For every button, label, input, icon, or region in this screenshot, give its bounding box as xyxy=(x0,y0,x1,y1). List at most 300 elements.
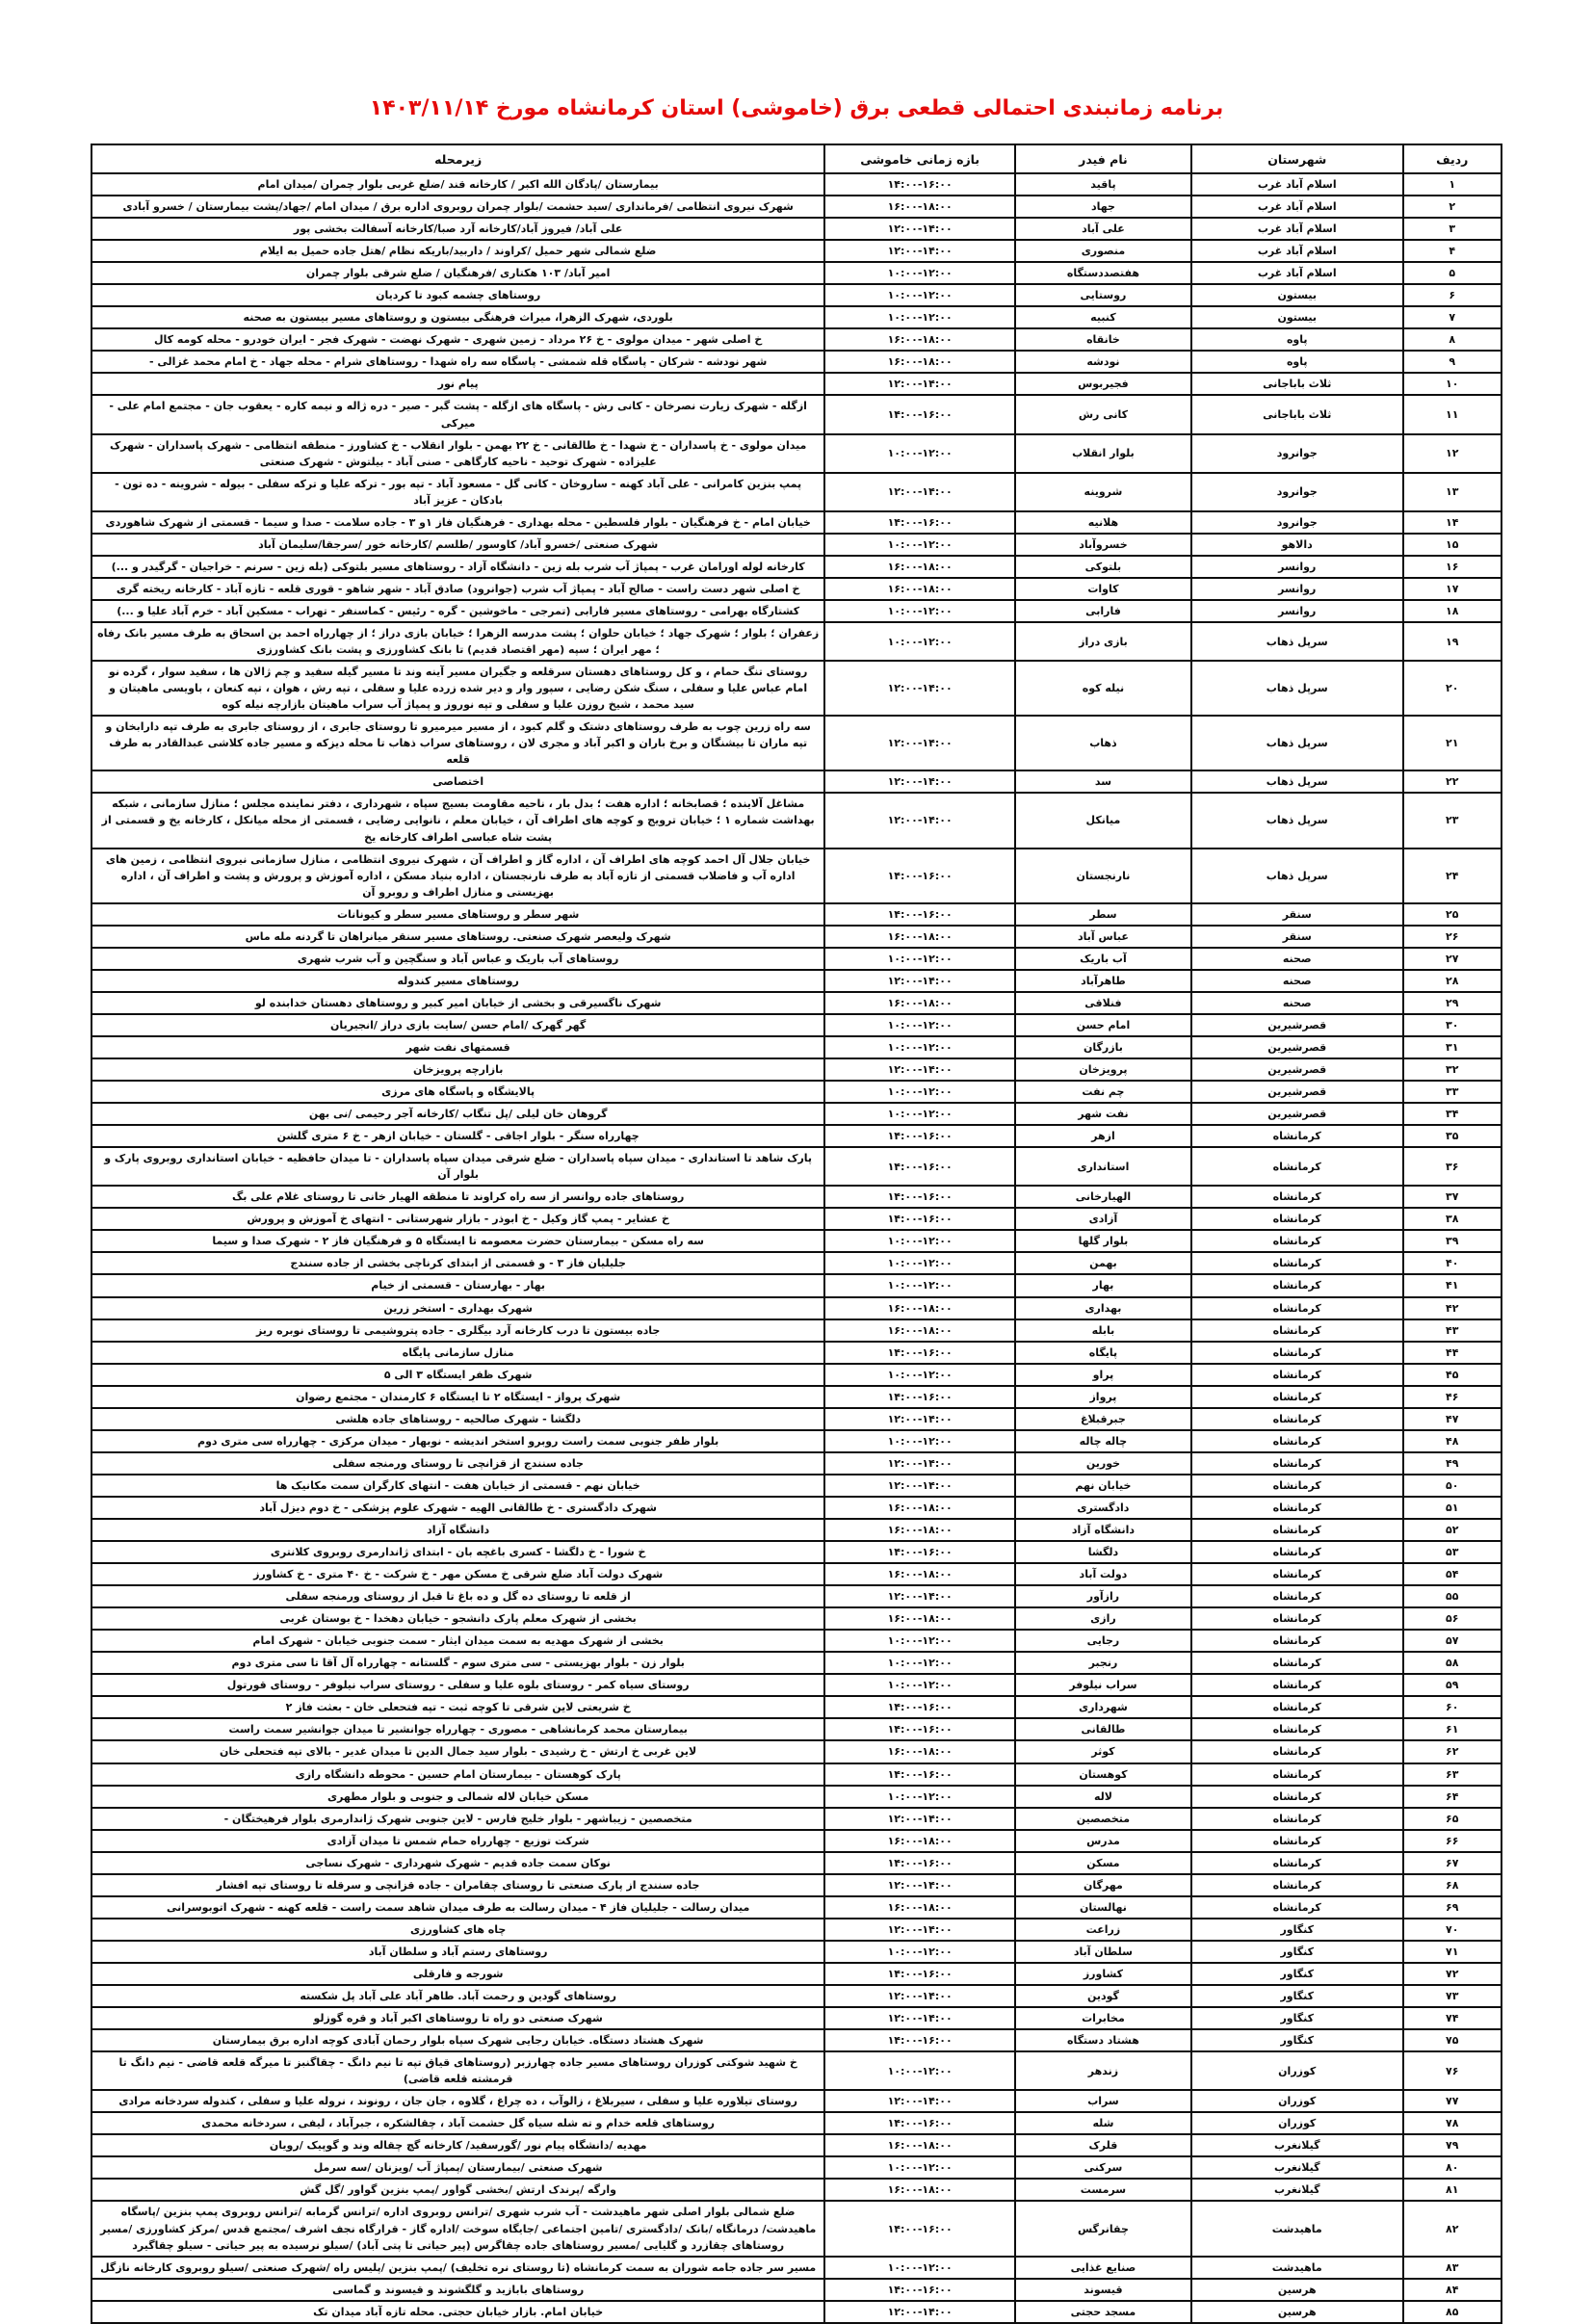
row-number-cell: ۴۲ xyxy=(1403,1297,1502,1319)
feeder-cell: ذهاب xyxy=(1015,716,1191,770)
time-window-cell: ۱۰:۰۰-۱۲:۰۰ xyxy=(824,948,1015,970)
row-number-cell: ۲۳ xyxy=(1403,793,1502,848)
feeder-cell: بهار xyxy=(1015,1274,1191,1296)
time-window-cell: ۱۲:۰۰-۱۴:۰۰ xyxy=(824,1808,1015,1830)
county-cell: قصرشیرین xyxy=(1191,1036,1403,1058)
feeder-cell: گودین xyxy=(1015,1985,1191,2007)
table-row xyxy=(91,1941,1502,1963)
time-window-cell: ۱۴:۰۰-۱۶:۰۰ xyxy=(824,1963,1015,1985)
table-row xyxy=(91,1319,1502,1342)
sub-area-cell: مسکن خیابان لاله شمالی و جنوبی و بلوار مطهری xyxy=(91,1786,824,1808)
table-row xyxy=(91,578,1502,600)
time-window-cell: ۱۲:۰۰-۱۴:۰۰ xyxy=(824,2090,1015,2112)
table-row xyxy=(91,2112,1502,2134)
county-cell: قصرشیرین xyxy=(1191,1081,1403,1103)
table-row xyxy=(91,1125,1502,1147)
sub-area-cell: مشاغل آلاینده ؛ قصابخانه ؛ اداره هفت ؛ بدل بار ، ناحیه مقاومت بسیج سپاه ، شهرداری ، دفتر نماینده مجلس ؛ منازل سازمانی ، شبکه بهداشت شماره ۱ ؛ خیابان ترویج و کوچه های اطراف آن ، خیابان معلم ، نانوایی رضایی ، قسمتی از محله میانکل ، کارخانه یخ و قسمتی از پشت شاه عباسی اطراف کارخانه یخ xyxy=(91,793,824,848)
row-number-cell: ۷۰ xyxy=(1403,1919,1502,1941)
county-cell: کرمانشاه xyxy=(1191,1319,1403,1342)
county-cell: روانسر xyxy=(1191,600,1403,622)
row-number-cell: ۱۲ xyxy=(1403,434,1502,473)
county-cell: ثلاث باباجانی xyxy=(1191,373,1403,395)
row-number-cell: ۴۱ xyxy=(1403,1274,1502,1296)
table-row xyxy=(91,173,1502,196)
feeder-cell: نهالستان xyxy=(1015,1896,1191,1919)
time-window-cell: ۱۴:۰۰-۱۶:۰۰ xyxy=(824,1852,1015,1874)
row-number-cell: ۵۳ xyxy=(1403,1541,1502,1563)
feeder-cell: میانکل xyxy=(1015,793,1191,848)
sub-area-cell: شهرک نیروی انتظامی /فرمانداری /سید حشمت /بلوار چمران روبروی اداره برق / میدان امام /جهاد/پشت بیمارستان / خسرو آبادی xyxy=(91,196,824,218)
row-number-cell: ۳ xyxy=(1403,218,1502,240)
feeder-cell: چقانرگس xyxy=(1015,2201,1191,2256)
county-cell: کرمانشاه xyxy=(1191,1763,1403,1786)
feeder-cell: بازرگان xyxy=(1015,1036,1191,1058)
sub-area-cell: روستاهای قلعه خدام و ته شله سیاه گل حشمت آباد ، چقالشکره ، جبرآباد ، لیفی ، سردخانه محمدی xyxy=(91,2112,824,2134)
feeder-cell: آب باریک xyxy=(1015,948,1191,970)
county-cell: پاوه xyxy=(1191,351,1403,373)
time-window-cell: ۱۲:۰۰-۱۴:۰۰ xyxy=(824,1058,1015,1081)
sub-area-cell: ضلع شمالی شهر حمیل /کراوند / داربید/باریکه نظام /هتل جاده حمیل به ایلام xyxy=(91,240,824,262)
table-row xyxy=(91,1985,1502,2007)
sub-area-cell: شهر نودشه - شرکان - پاسگاه قله شمشی - پاسگاه سه راه شهدا - روستاهای شرام - محله جهاد - خ امام محمد غزالی - xyxy=(91,351,824,373)
sub-area-cell: شهرک صنعتی /بیمارستان /پمپاژ آب /ویزنان /سه سرمل xyxy=(91,2156,824,2179)
sub-area-cell: شهر سطر و روستاهای مسیر سطر و کیونانات xyxy=(91,903,824,926)
time-window-cell: ۱۲:۰۰-۱۴:۰۰ xyxy=(824,661,1015,716)
table-row xyxy=(91,622,1502,661)
county-cell: کرمانشاه xyxy=(1191,1630,1403,1652)
sub-area-cell: پمپ بنزین کامرانی - علی آباد کهنه - ساروخان - کانی گل - مسعود آباد - تپه بور - ترکه علیا و ترکه سفلی - بیوله - شروینه - ده تون - بادکان - عزیز آباد xyxy=(91,473,824,511)
county-cell: قصرشیرین xyxy=(1191,1103,1403,1125)
sub-area-cell: میدان رسالت - جلیلیان فاز ۴ - میدان رسالت به طرف میدان شاهد سمت راست - قلعه کهنه - شهرک اتوبوسرانی xyxy=(91,1896,824,1919)
feeder-cell: جهاد xyxy=(1015,196,1191,218)
sub-area-cell: بلوار ظفر جنوبی سمت راست روبرو استخر اندیشه - نوبهار - میدان مرکزی - چهارراه سی متری دوم xyxy=(91,1430,824,1452)
row-number-cell: ۹ xyxy=(1403,351,1502,373)
table-row xyxy=(91,2179,1502,2201)
table-row xyxy=(91,1696,1502,1718)
county-cell: کرمانشاه xyxy=(1191,1718,1403,1740)
sub-area-cell: وارگه /پرندک ارتش /بخشی گواور /پمپ بنزین گواور /گل گش xyxy=(91,2179,824,2201)
feeder-cell: سرمست xyxy=(1015,2179,1191,2201)
county-cell: کرمانشاه xyxy=(1191,1541,1403,1563)
time-window-cell: ۱۴:۰۰-۱۶:۰۰ xyxy=(824,1763,1015,1786)
county-cell: کرمانشاه xyxy=(1191,1563,1403,1585)
county-cell: سرپل ذهاب xyxy=(1191,622,1403,661)
row-number-cell: ۵۷ xyxy=(1403,1630,1502,1652)
time-window-cell: ۱۶:۰۰-۱۸:۰۰ xyxy=(824,196,1015,218)
time-window-cell: ۱۲:۰۰-۱۴:۰۰ xyxy=(824,970,1015,992)
table-row xyxy=(91,1585,1502,1607)
row-number-cell: ۱۵ xyxy=(1403,534,1502,556)
feeder-cell: فجیربوس xyxy=(1015,373,1191,395)
table-row xyxy=(91,2279,1502,2301)
row-number-cell: ۲۵ xyxy=(1403,903,1502,926)
county-cell: کرمانشاه xyxy=(1191,1674,1403,1696)
table-row xyxy=(91,1786,1502,1808)
sub-area-cell: کشتارگاه بهرامی - روستاهای مسیر فارابی (تمرجی - ماخوشین - گره - رئیس - کماسنفر - تهراب - مسکین آباد - خرم آباد علیا و ...) xyxy=(91,600,824,622)
table-row xyxy=(91,1364,1502,1386)
sub-area-cell: بیمارستان محمد کرمانشاهی - مصوری - چهارراه جوانشیر تا میدان جوانشیر سمت راست xyxy=(91,1718,824,1740)
sub-area-cell: خ شریعتی لاین شرقی تا کوچه ثبت - تپه فتحعلی خان - بعثت فاز ۲ xyxy=(91,1696,824,1718)
county-cell: اسلام آباد غرب xyxy=(1191,240,1403,262)
table-row xyxy=(91,351,1502,373)
feeder-cell: مسکن xyxy=(1015,1852,1191,1874)
time-window-cell: ۱۲:۰۰-۱۴:۰۰ xyxy=(824,1475,1015,1497)
county-cell: روانسر xyxy=(1191,578,1403,600)
feeder-cell: دلگشا xyxy=(1015,1541,1191,1563)
sub-area-cell: بلوردی، شهرک الزهرا، میراث فرهنگی بیستون و روستاهای مسیر بیستون به صحنه xyxy=(91,306,824,328)
table-row xyxy=(91,306,1502,328)
time-window-cell: ۱۰:۰۰-۱۲:۰۰ xyxy=(824,284,1015,306)
county-cell: کرمانشاه xyxy=(1191,1386,1403,1408)
sub-area-cell: روستاهای آب باریک و عباس آباد و سنگچین و آب شرب شهری xyxy=(91,948,824,970)
feeder-cell: کوهستان xyxy=(1015,1763,1191,1786)
sub-area-cell: روستای تنگ حمام ، و کل روستاهای دهستان سرقلعه و جگیران مسیر آینه وند تا مسیر گیله سفید و چم ژالان ها ، سفید سوار ، گرده نو امام عباس علیا و سفلی ، سنگ شکن رضایی ، سپور وار و دیر شده زرده علیا و سفلی ، تپه رش ، هوان ، تپه کنعان ، باویسی ماهیتان و سید محمد ، شیخ روزن علیا و سفلی و تپه نوروز و پمپاژ آب سراب ماهیتان بازارچه نیله کوه xyxy=(91,661,824,716)
table-row xyxy=(91,992,1502,1014)
row-number-cell: ۲۸ xyxy=(1403,970,1502,992)
row-number-cell: ۵۲ xyxy=(1403,1519,1502,1541)
sub-area-cell: دلگشا - شهرک صالحیه - روستاهای جاده هلشی xyxy=(91,1408,824,1430)
feeder-cell: پرویزخان xyxy=(1015,1058,1191,1081)
feeder-cell: سراب نیلوفر xyxy=(1015,1674,1191,1696)
table-row xyxy=(91,1147,1502,1186)
county-cell: کنگاور xyxy=(1191,1941,1403,1963)
sub-area-cell: ضلع شمالی بلوار اصلی شهر ماهیدشت - آب شرب شهری /ترانس روبروی اداره /ترانس گرمابه /ترانس روبروی پمپ بنزین /پاسگاه ماهیدشت/ درمانگاه /بانک /دادگستری /تامین اجتماعی /جایگاه سوخت /اداره گاز - قرارگاه نجف اشرف /مجتمع قدس /مرکز کشاورزی /مسیر روستاهای چقازرد و گلیایی /مسیر روستاهای جاده چقاگرس (پیر حیاتی تا پتی آباد) /سیلو نرسیده به پیر حیاتی - سیلو چقاگیرد xyxy=(91,2201,824,2256)
county-cell: اسلام آباد غرب xyxy=(1191,196,1403,218)
row-number-cell: ۳۵ xyxy=(1403,1125,1502,1147)
county-cell: بیستون xyxy=(1191,306,1403,328)
row-number-cell: ۴۰ xyxy=(1403,1252,1502,1274)
sub-area-cell: بخشی از شهرک معلم پارک دانشجو - خیابان دهخدا - خ بوستان غربی xyxy=(91,1607,824,1630)
row-number-cell: ۷۶ xyxy=(1403,2051,1502,2090)
time-window-cell: ۱۲:۰۰-۱۴:۰۰ xyxy=(824,770,1015,793)
sub-area-cell: بلوار زن - بلوار بهزیستی - سی متری سوم - گلستانه - چهارراه آل آقا تا سی متری دوم xyxy=(91,1652,824,1674)
time-window-cell: ۱۰:۰۰-۱۲:۰۰ xyxy=(824,1081,1015,1103)
table-row xyxy=(91,1896,1502,1919)
feeder-cell: هفتصددستگاه xyxy=(1015,262,1191,284)
county-cell: گیلانغرب xyxy=(1191,2134,1403,2156)
feeder-cell: جبرقبلاغ xyxy=(1015,1408,1191,1430)
table-row xyxy=(91,240,1502,262)
row-number-cell: ۲۲ xyxy=(1403,770,1502,793)
time-window-cell: ۱۴:۰۰-۱۶:۰۰ xyxy=(824,903,1015,926)
sub-area-cell: گهر گهرک /امام حسن /سایت بازی دراز /انجیریان xyxy=(91,1014,824,1036)
county-cell: جوانرود xyxy=(1191,473,1403,511)
sub-area-cell: روستاهای گودین و رحمت آباد. طاهر آباد علی آباد پل شکسته xyxy=(91,1985,824,2007)
table-row xyxy=(91,1674,1502,1696)
row-number-cell: ۸۱ xyxy=(1403,2179,1502,2201)
sub-area-cell: از قلعه تا روستای ده گل و ده باغ تا قبل از روستای ورمنجه سفلی xyxy=(91,1585,824,1607)
time-window-cell: ۱۰:۰۰-۱۲:۰۰ xyxy=(824,306,1015,328)
time-window-cell: ۱۴:۰۰-۱۶:۰۰ xyxy=(824,2201,1015,2256)
sub-area-cell: روستاهای بابازید و گلگشوند و قیسوند و گماسی xyxy=(91,2279,824,2301)
sub-area-cell: لاین غربی خ ارتش - خ رشیدی - بلوار سید جمال الدین تا میدان غدیر - بالای تپه فتحعلی خان xyxy=(91,1740,824,1763)
header-county: شهرستان xyxy=(1191,144,1403,173)
time-window-cell: ۱۶:۰۰-۱۸:۰۰ xyxy=(824,1519,1015,1541)
time-window-cell: ۱۰:۰۰-۱۲:۰۰ xyxy=(824,1630,1015,1652)
time-window-cell: ۱۴:۰۰-۱۶:۰۰ xyxy=(824,395,1015,433)
feeder-cell: چم نفت xyxy=(1015,1081,1191,1103)
time-window-cell: ۱۰:۰۰-۱۲:۰۰ xyxy=(824,1941,1015,1963)
table-row xyxy=(91,1830,1502,1852)
time-window-cell: ۱۲:۰۰-۱۴:۰۰ xyxy=(824,2007,1015,2029)
county-cell: کرمانشاه xyxy=(1191,1475,1403,1497)
county-cell: کرمانشاه xyxy=(1191,1208,1403,1230)
feeder-cell: آزادی xyxy=(1015,1208,1191,1230)
row-number-cell: ۸۲ xyxy=(1403,2201,1502,2256)
county-cell: کرمانشاه xyxy=(1191,1808,1403,1830)
county-cell: کرمانشاه xyxy=(1191,1125,1403,1147)
time-window-cell: ۱۰:۰۰-۱۲:۰۰ xyxy=(824,262,1015,284)
table-row xyxy=(91,1475,1502,1497)
table-row xyxy=(91,1763,1502,1786)
county-cell: قصرشیرین xyxy=(1191,1058,1403,1081)
feeder-cell: سلطان آباد xyxy=(1015,1941,1191,1963)
row-number-cell: ۴۵ xyxy=(1403,1364,1502,1386)
sub-area-cell: بخشی از شهرک مهدیه به سمت میدان ایثار - سمت جنوبی خیابان - شهرک امام xyxy=(91,1630,824,1652)
table-row xyxy=(91,948,1502,970)
feeder-cell: شهرداری xyxy=(1015,1696,1191,1718)
time-window-cell: ۱۲:۰۰-۱۴:۰۰ xyxy=(824,1919,1015,1941)
sub-area-cell: منازل سازمانی پایگاه xyxy=(91,1342,824,1364)
time-window-cell: ۱۲:۰۰-۱۴:۰۰ xyxy=(824,1985,1015,2007)
feeder-cell: بازی دراز xyxy=(1015,622,1191,661)
sub-area-cell: علی آباد/ فیروز آباد/کارخانه آرد صبا/کارخانه آسفالت بخشی پور xyxy=(91,218,824,240)
time-window-cell: ۱۰:۰۰-۱۲:۰۰ xyxy=(824,2156,1015,2179)
time-window-cell: ۱۶:۰۰-۱۸:۰۰ xyxy=(824,1896,1015,1919)
feeder-cell: روستایی xyxy=(1015,284,1191,306)
time-window-cell: ۱۶:۰۰-۱۸:۰۰ xyxy=(824,2179,1015,2201)
feeder-cell: نفت شهر xyxy=(1015,1103,1191,1125)
sub-area-cell: بازارچه پرویزخان xyxy=(91,1058,824,1081)
sub-area-cell: شهرک صنعتی دو راه تا روستاهای اکبر آباد و قره گوزلو xyxy=(91,2007,824,2029)
table-row xyxy=(91,2051,1502,2090)
table-row xyxy=(91,716,1502,770)
feeder-cell: نارنجستان xyxy=(1015,849,1191,903)
table-row xyxy=(91,1808,1502,1830)
table-row xyxy=(91,1718,1502,1740)
row-number-cell: ۷۷ xyxy=(1403,2090,1502,2112)
feeder-cell: بهمن xyxy=(1015,1252,1191,1274)
time-window-cell: ۱۴:۰۰-۱۶:۰۰ xyxy=(824,1718,1015,1740)
row-number-cell: ۱۹ xyxy=(1403,622,1502,661)
sub-area-cell: جاده سنندج از پارک صنعتی تا روستای چقامران - جاده قزانچی و سرقله تا روستای تپه افشار xyxy=(91,1874,824,1896)
row-number-cell: ۶ xyxy=(1403,284,1502,306)
county-cell: کرمانشاه xyxy=(1191,1740,1403,1763)
time-window-cell: ۱۴:۰۰-۱۶:۰۰ xyxy=(824,511,1015,534)
table-row xyxy=(91,970,1502,992)
feeder-cell: فارابی xyxy=(1015,600,1191,622)
row-number-cell: ۶۲ xyxy=(1403,1740,1502,1763)
row-number-cell: ۸۵ xyxy=(1403,2301,1502,2323)
row-number-cell: ۶۶ xyxy=(1403,1830,1502,1852)
row-number-cell: ۸۴ xyxy=(1403,2279,1502,2301)
row-number-cell: ۵۵ xyxy=(1403,1585,1502,1607)
feeder-cell: ازهر xyxy=(1015,1125,1191,1147)
row-number-cell: ۵۰ xyxy=(1403,1475,1502,1497)
row-number-cell: ۴۷ xyxy=(1403,1408,1502,1430)
feeder-cell: زراعت xyxy=(1015,1919,1191,1941)
time-window-cell: ۱۴:۰۰-۱۶:۰۰ xyxy=(824,173,1015,196)
row-number-cell: ۶۱ xyxy=(1403,1718,1502,1740)
row-number-cell: ۵۱ xyxy=(1403,1497,1502,1519)
feeder-cell: شروینه xyxy=(1015,473,1191,511)
time-window-cell: ۱۶:۰۰-۱۸:۰۰ xyxy=(824,1830,1015,1852)
feeder-cell: دولت آباد xyxy=(1015,1563,1191,1585)
sub-area-cell: امیر آباد/ ۱۰۳ هکتاری /فرهنگیان / ضلع شرقی بلوار چمران xyxy=(91,262,824,284)
feeder-cell: بلوار انقلاب xyxy=(1015,434,1191,473)
table-row xyxy=(91,903,1502,926)
time-window-cell: ۱۶:۰۰-۱۸:۰۰ xyxy=(824,1740,1015,1763)
row-number-cell: ۷ xyxy=(1403,306,1502,328)
county-cell: اسلام آباد غرب xyxy=(1191,262,1403,284)
county-cell: کرمانشاه xyxy=(1191,1585,1403,1607)
time-window-cell: ۱۰:۰۰-۱۲:۰۰ xyxy=(824,1786,1015,1808)
time-window-cell: ۱۲:۰۰-۱۴:۰۰ xyxy=(824,1408,1015,1430)
county-cell: ثلاث باباجانی xyxy=(1191,395,1403,433)
table-row xyxy=(91,2257,1502,2279)
county-cell: هرسین xyxy=(1191,2301,1403,2323)
county-cell: کرمانشاه xyxy=(1191,1230,1403,1252)
sub-area-cell: مهدیه /دانشگاه پیام نور /گورسفید/ کارخانه گچ چقاله وند و گوپیک /رویان xyxy=(91,2134,824,2156)
feeder-cell: پایگاه xyxy=(1015,1342,1191,1364)
table-row xyxy=(91,793,1502,848)
time-window-cell: ۱۴:۰۰-۱۶:۰۰ xyxy=(824,1342,1015,1364)
feeder-cell: صنایع غذایی xyxy=(1015,2257,1191,2279)
county-cell: جوانرود xyxy=(1191,511,1403,534)
time-window-cell: ۱۰:۰۰-۱۲:۰۰ xyxy=(824,1230,1015,1252)
feeder-cell: شله xyxy=(1015,2112,1191,2134)
header-time-window: بازه زمانی خاموشی xyxy=(824,144,1015,173)
table-row xyxy=(91,2007,1502,2029)
table-row xyxy=(91,1036,1502,1058)
feeder-cell: نودشه xyxy=(1015,351,1191,373)
sub-area-cell: پارک شاهد تا استانداری - میدان سپاه پاسداران - ضلع شرقی میدان سپاه پاسداران - تا میدان حافظیه - خیابان استانداری روبروی پارک و بلوار آن xyxy=(91,1147,824,1186)
feeder-cell: رازی xyxy=(1015,1607,1191,1630)
sub-area-cell: خ اصلی شهر دست راست - صالح آباد - پمپاژ آب شرب (جوانرود) صادق آباد - شهر شاهو - قوری قلعه - تازه آباد - کارخانه ریخته گری xyxy=(91,578,824,600)
table-row xyxy=(91,1519,1502,1541)
county-cell: کرمانشاه xyxy=(1191,1696,1403,1718)
row-number-cell: ۳۶ xyxy=(1403,1147,1502,1186)
row-number-cell: ۷۹ xyxy=(1403,2134,1502,2156)
row-number-cell: ۱۸ xyxy=(1403,600,1502,622)
feeder-cell: علی آباد xyxy=(1015,218,1191,240)
time-window-cell: ۱۰:۰۰-۱۲:۰۰ xyxy=(824,2051,1015,2090)
feeder-cell: امام حسن xyxy=(1015,1014,1191,1036)
time-window-cell: ۱۰:۰۰-۱۲:۰۰ xyxy=(824,1652,1015,1674)
table-row xyxy=(91,770,1502,793)
feeder-cell: منصوری xyxy=(1015,240,1191,262)
time-window-cell: ۱۴:۰۰-۱۶:۰۰ xyxy=(824,1386,1015,1408)
header-feeder: نام فیدر xyxy=(1015,144,1191,173)
row-number-cell: ۸۳ xyxy=(1403,2257,1502,2279)
header-sub-area: زیرمحله xyxy=(91,144,824,173)
row-number-cell: ۶۵ xyxy=(1403,1808,1502,1830)
county-cell: سرپل ذهاب xyxy=(1191,770,1403,793)
feeder-cell: رجایی xyxy=(1015,1630,1191,1652)
time-window-cell: ۱۴:۰۰-۱۶:۰۰ xyxy=(824,2279,1015,2301)
row-number-cell: ۴۸ xyxy=(1403,1430,1502,1452)
feeder-cell: رنجبر xyxy=(1015,1652,1191,1674)
row-number-cell: ۷۲ xyxy=(1403,1963,1502,1985)
row-number-cell: ۲۱ xyxy=(1403,716,1502,770)
time-window-cell: ۱۶:۰۰-۱۸:۰۰ xyxy=(824,578,1015,600)
sub-area-cell: شهرک پرواز - ایستگاه ۲ تا ایستگاه ۶ کارمندان - مجتمع رضوان xyxy=(91,1386,824,1408)
time-window-cell: ۱۴:۰۰-۱۶:۰۰ xyxy=(824,1125,1015,1147)
feeder-cell: کاوات xyxy=(1015,578,1191,600)
feeder-cell: خورین xyxy=(1015,1452,1191,1475)
county-cell: کرمانشاه xyxy=(1191,1852,1403,1874)
county-cell: سرپل ذهاب xyxy=(1191,793,1403,848)
row-number-cell: ۵۹ xyxy=(1403,1674,1502,1696)
row-number-cell: ۷۸ xyxy=(1403,2112,1502,2134)
table-row xyxy=(91,2156,1502,2179)
sub-area-cell: خ شهید شوکتی کوزران روستاهای مسیر جاده چهارزبر (روستاهای قیاق تپه تا نیم دانگ - چقاگنبز تا میرگه قلعه قاضی - نیم دانگ تا قرمشته قلعه قاضی) xyxy=(91,2051,824,2090)
feeder-cell: چاله چاله xyxy=(1015,1430,1191,1452)
feeder-cell: بابله xyxy=(1015,1319,1191,1342)
feeder-cell: بلتوکی xyxy=(1015,556,1191,578)
table-row xyxy=(91,556,1502,578)
sub-area-cell: زعفران ؛ بلوار ؛ شهرک جهاد ؛ خیابان حلوان ؛ پشت مدرسه الزهرا ؛ خیابان بازی دراز ؛ از چهارراه احمد بن اسحاق به طرف مسیر بانک رفاه ؛ مهر ایران ؛ سپه (مهر اقتصاد قدیم) تا بانک کشاورزی و پشت بانک کشاورزی xyxy=(91,622,824,661)
feeder-cell: کانی رش xyxy=(1015,395,1191,433)
time-window-cell: ۱۲:۰۰-۱۴:۰۰ xyxy=(824,473,1015,511)
time-window-cell: ۱۴:۰۰-۱۶:۰۰ xyxy=(824,1208,1015,1230)
table-row xyxy=(91,262,1502,284)
row-number-cell: ۷۵ xyxy=(1403,2029,1502,2051)
time-window-cell: ۱۶:۰۰-۱۸:۰۰ xyxy=(824,1319,1015,1342)
time-window-cell: ۱۰:۰۰-۱۲:۰۰ xyxy=(824,1036,1015,1058)
county-cell: گیلانغرب xyxy=(1191,2156,1403,2179)
sub-area-cell: خیابان جلال آل احمد کوچه های اطراف آن ، اداره گاز و اطراف آن ، شهرک نیروی انتظامی ، منازل سازمانی نیروی انتظامی ، زمین های اداره آب و فاضلاب قسمتی از تازه آباد به طرف نارنجستان ، اداره بنیاد مسکن ، اداره آموزش و پرورش و پشت و اطراف آن ، اداره بهزیستی و منازل اطراف و روبرو آن xyxy=(91,849,824,903)
time-window-cell: ۱۲:۰۰-۱۴:۰۰ xyxy=(824,1874,1015,1896)
row-number-cell: ۲۴ xyxy=(1403,849,1502,903)
table-row xyxy=(91,1652,1502,1674)
sub-area-cell: جاده بیستون تا درب کارخانه آرد بیگلری - جاده پتروشیمی تا روستای نوبره ریز xyxy=(91,1319,824,1342)
row-number-cell: ۵ xyxy=(1403,262,1502,284)
feeder-cell: رازآور xyxy=(1015,1585,1191,1607)
county-cell: کرمانشاه xyxy=(1191,1874,1403,1896)
row-number-cell: ۶۹ xyxy=(1403,1896,1502,1919)
feeder-cell: مسجد حجتی xyxy=(1015,2301,1191,2323)
table-row xyxy=(91,2134,1502,2156)
county-cell: سرپل ذهاب xyxy=(1191,661,1403,716)
feeder-cell: عباس آباد xyxy=(1015,926,1191,948)
sub-area-cell: پیام نور xyxy=(91,373,824,395)
feeder-cell: خانقاه xyxy=(1015,328,1191,351)
table-row xyxy=(91,600,1502,622)
time-window-cell: ۱۰:۰۰-۱۲:۰۰ xyxy=(824,1252,1015,1274)
time-window-cell: ۱۴:۰۰-۱۶:۰۰ xyxy=(824,1147,1015,1186)
table-row xyxy=(91,373,1502,395)
time-window-cell: ۱۶:۰۰-۱۸:۰۰ xyxy=(824,992,1015,1014)
county-cell: جوانرود xyxy=(1191,434,1403,473)
feeder-cell: فنلاقی xyxy=(1015,992,1191,1014)
county-cell: صحنه xyxy=(1191,992,1403,1014)
time-window-cell: ۱۰:۰۰-۱۲:۰۰ xyxy=(824,1364,1015,1386)
county-cell: کرمانشاه xyxy=(1191,1408,1403,1430)
feeder-cell: خیابان نهم xyxy=(1015,1475,1191,1497)
feeder-cell: قلرک xyxy=(1015,2134,1191,2156)
feeder-cell: استانداری xyxy=(1015,1147,1191,1186)
row-number-cell: ۴ xyxy=(1403,240,1502,262)
sub-area-cell: شهرک ظفر ایستگاه ۳ الی ۵ xyxy=(91,1364,824,1386)
row-number-cell: ۳۹ xyxy=(1403,1230,1502,1252)
sub-area-cell: خیابان امام - خ فرهنگیان - بلوار فلسطین - محله بهداری - فرهنگیان فاز ۱و ۳ - جاده سلامت - صدا و سیما - قسمتی از شهرک شاهوردی xyxy=(91,511,824,534)
table-row xyxy=(91,534,1502,556)
row-number-cell: ۴۹ xyxy=(1403,1452,1502,1475)
table-row xyxy=(91,1607,1502,1630)
schedule-rows xyxy=(91,173,1502,2323)
sub-area-cell: بهار - بهارستان - قسمتی از خیام xyxy=(91,1274,824,1296)
